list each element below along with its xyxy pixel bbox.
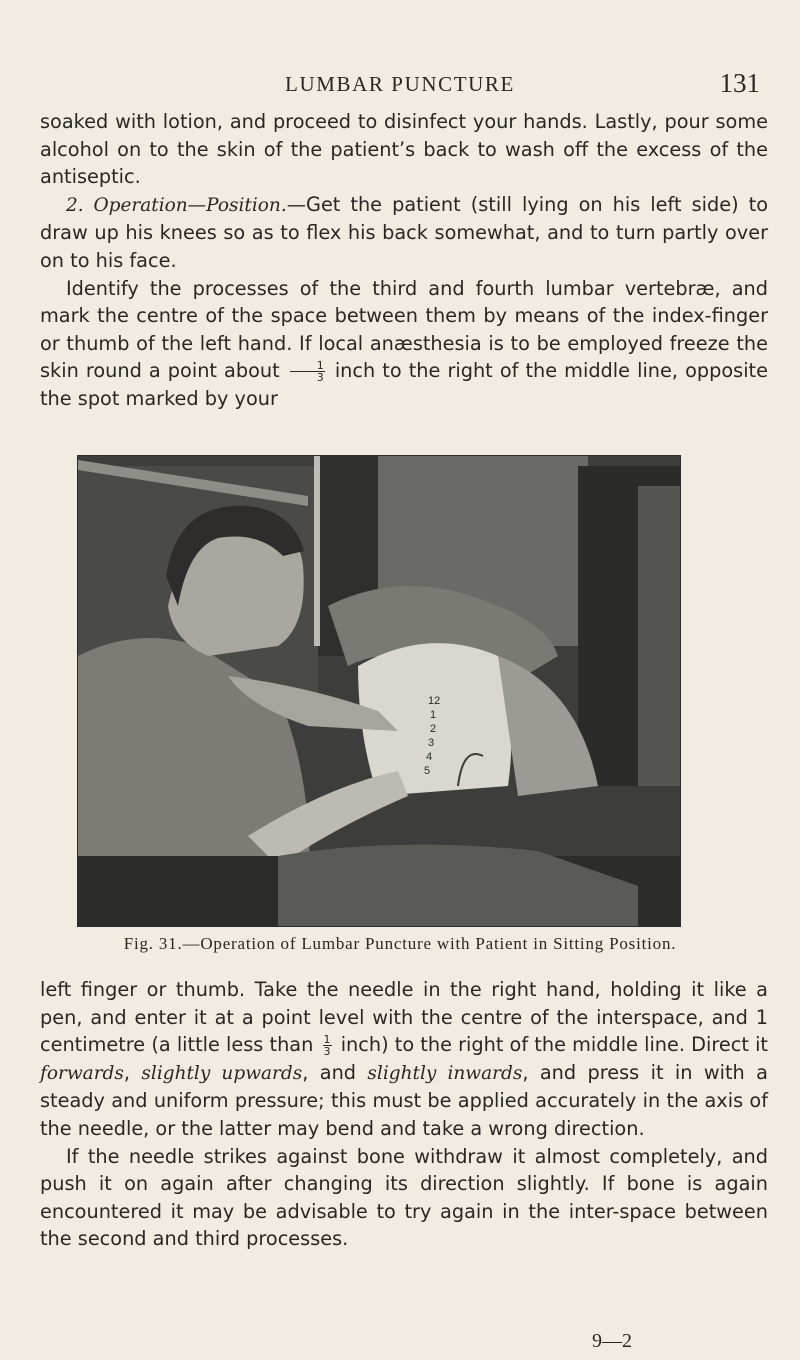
fraction-denominator: 3 [316,371,324,385]
vertebra-mark-12: 12 [428,695,441,707]
paragraph-5: If the needle strikes against bone withdraw it almost completely, and push it on again after changing its direction slightly. If bone is again encountered it may be advisable to try again in the inter-space between the second and third processes. [40,1144,768,1251]
paragraph-4-text-a: left finger or thumb. Take the needle in the right hand, holding it like a pen, and enter it at a point level with the centre of the interspace, and 1 centimetre (a little less than [40,978,768,1057]
top-text-block [40,108,768,413]
figure-caption: Fig. 31.—Operation of Lumbar Puncture with Patient in Sitting Position. [123,934,677,953]
vertebra-mark-1: 1 [430,709,437,721]
separator-1: , [123,1060,131,1084]
emphasis-forwards: forwards [40,1062,124,1084]
figure-photograph [78,456,680,926]
running-head [40,66,760,102]
page-number: 131 [719,68,760,98]
paragraph-3-text-a: Identify the processes of the third and fourth lumbar vertebræ, and mark the centre of the space between them by means of the index-finger or thumb of the left hand. If local anæsthesia is to be employed freeze the skin round a point about [40,276,768,383]
fraction-denominator-2: 3 [323,1045,331,1059]
vertebra-mark-4: 4 [426,751,433,763]
paragraph-4-text-b: inch) to the right of the middle line. Direct it [340,1033,768,1057]
emphasis-slightly-upwards: slightly upwards [141,1062,303,1084]
frame-edge [314,456,320,646]
vertebra-mark-5: 5 [424,765,431,777]
section-heading: 2. Operation—Position. [66,194,287,216]
fraction-numerator: 1 [290,360,325,372]
paragraph-4-text-c: , and press it in with a steady and uniform pressure; this must be applied accurately in the axis of the needle, or the latter may bend and take a wrong direction. [40,1060,768,1140]
paragraph-3 [40,275,768,413]
door-panel [638,486,680,786]
emphasis-slightly-inwards: slightly inwards [367,1062,523,1084]
running-title: LUMBAR PUNCTURE [285,72,515,96]
fraction-one-third [290,360,325,383]
signature-mark: 9—2 [592,1330,632,1352]
separator-2: , and [302,1060,357,1084]
paragraph-4 [40,976,768,1143]
vertebra-mark-2: 2 [430,723,437,735]
paragraph-1: soaked with lotion, and proceed to disinfect your hands. Lastly, pour some alcohol on to the skin of the patient’s back to wash off the excess of the antiseptic. [40,110,768,189]
fraction-numerator-2: 1 [323,1033,331,1047]
bottom-text-block [40,976,768,1253]
paragraph-2 [40,191,768,275]
vertebra-mark-3: 3 [428,737,435,749]
photograph-illustration [78,456,680,926]
paragraph-3-text-b: inch to the right of the middle line, opposite the spot marked by your [40,359,768,410]
paragraph-2-body: —Get the patient (still lying on his left side) to draw up his knees so as to flex his back somewhat, and to turn partly over on to his face. [40,192,768,272]
fraction-one-third-2 [323,1034,332,1057]
